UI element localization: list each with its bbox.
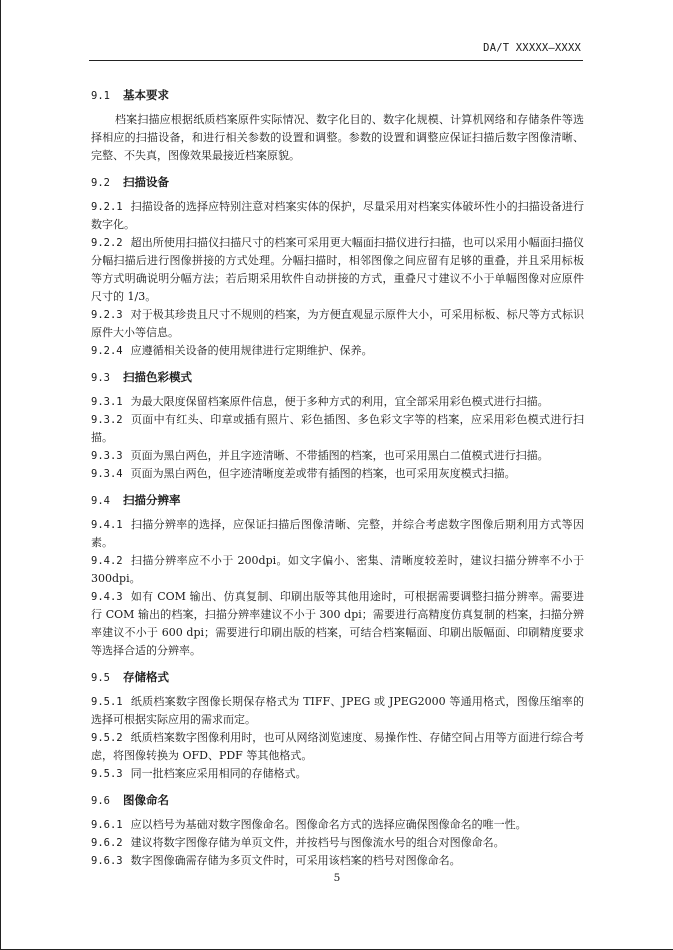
clause-text: 扫描分辨率应不小于 200dpi。如文字偏小、密集、清晰度较差时，建议扫描分辨率不小于 300dpi。 — [91, 554, 584, 585]
section-heading-9-6 — [91, 791, 584, 810]
clause-9-5-1 — [91, 693, 584, 729]
clause-9-3-2 — [91, 411, 584, 447]
clause-number: 9.6.3 — [91, 855, 123, 867]
clause-number: 9.2.2 — [91, 237, 123, 249]
section-title: 扫描设备 — [123, 175, 169, 189]
clause-9-6-2 — [91, 834, 584, 852]
section-title: 扫描分辨率 — [123, 493, 181, 507]
section-paragraph: 档案扫描应根据纸质档案原件实际情况、数字化目的、数字化规模、计算机网络和存储条件等选择相应的扫描设备，和进行相关参数的设置和调整。参数的设置和调整应保证扫描后数字图像清晰、完整、不失真，图像效果最接近档案原貌。 — [91, 113, 584, 162]
clause-text: 页面中有红头、印章或插有照片、彩色插图、多色彩文字等的档案，应采用彩色模式进行扫描。 — [91, 413, 584, 444]
clause-number: 9.2.1 — [91, 201, 123, 213]
section-title: 基本要求 — [123, 88, 169, 102]
section-title: 存储格式 — [123, 670, 169, 684]
clause-number: 9.4.3 — [91, 591, 123, 603]
clause-9-6-1 — [91, 816, 584, 834]
section-number: 9.5 — [91, 672, 110, 684]
clause-number: 9.3.3 — [91, 450, 123, 462]
clause-number: 9.5.3 — [91, 768, 123, 780]
clause-number: 9.3.4 — [91, 468, 123, 480]
clause-number: 9.5.2 — [91, 732, 123, 744]
clause-9-5-3 — [91, 765, 584, 783]
clause-9-3-1 — [91, 393, 584, 411]
page-number: 5 — [333, 872, 341, 884]
section-number: 9.4 — [91, 495, 110, 507]
clause-text: 应以档号为基础对数字图像命名。图像命名方式的选择应确保图像命名的唯一性。 — [130, 818, 527, 831]
section-heading-9-1 — [91, 86, 584, 105]
section-heading-9-4 — [91, 491, 584, 510]
clause-number: 9.5.1 — [91, 696, 123, 708]
clause-number: 9.6.1 — [91, 819, 123, 831]
clause-number: 9.3.2 — [91, 414, 123, 426]
clause-9-4-2 — [91, 552, 584, 588]
clause-number: 9.6.2 — [91, 837, 123, 849]
clause-text: 页面为黑白两色，但字迹清晰度差或带有插图的档案，也可采用灰度模式扫描。 — [130, 467, 516, 480]
clause-text: 对于极其珍贵且尺寸不规则的档案，为方便直观显示原件大小，可采用标板、标尺等方式标识原件大小等信息。 — [91, 308, 584, 339]
clause-text: 扫描分辨率的选择，应保证扫描后图像清晰、完整，并综合考虑数字图像后期利用方式等因素。 — [91, 518, 584, 549]
clause-text: 应遵循相关设备的使用规律进行定期维护、保养。 — [130, 344, 373, 357]
clause-text: 超出所使用扫描仪扫描尺寸的档案可采用更大幅面扫描仪进行扫描，也可以采用小幅面扫描仪分幅扫描后进行图像拼接的方式处理。分幅扫描时，相邻图像之间应留有足够的重叠，并且采用标板等方式明确说明分幅方法；若后期采用软件自动拼接的方式，重叠尺寸建议不小于单幅图像对应原件尺寸的 1/3。 — [91, 236, 584, 303]
clause-number: 9.4.2 — [91, 555, 123, 567]
clause-number: 9.2.3 — [91, 309, 123, 321]
clause-9-2-4 — [91, 342, 584, 360]
clause-9-2-2 — [91, 234, 584, 306]
section-heading-9-3 — [91, 368, 584, 387]
section-heading-9-5 — [91, 668, 584, 687]
clause-9-2-3 — [91, 306, 584, 342]
clause-text: 为最大限度保留档案原件信息，便于多种方式的利用，宜全部采用彩色模式进行扫描。 — [130, 395, 549, 408]
clause-text: 数字图像确需存储为多页文件时，可采用该档案的档号对图像命名。 — [130, 854, 461, 867]
section-title: 扫描色彩模式 — [123, 370, 192, 384]
clause-text: 如有 COM 输出、仿真复制、印刷出版等其他用途时，可根据需要调整扫描分辨率。需要进行 COM 输出的档案，扫描分辨率建议不小于 300 dpi；需要进行高精度仿真复制的档案，扫描分辨率建议不小于 600 dpi；需要进行印刷出版的档案，可结合档案幅面、印刷出版幅面、印刷精度要求等选择合适的分辨率。 — [91, 590, 584, 657]
section-heading-9-2 — [91, 173, 584, 192]
clause-text: 纸质档案数字图像长期保存格式为 TIFF、JPEG 或 JPEG2000 等通用格式，图像压缩率的选择可根据实际应用的需求而定。 — [91, 695, 584, 726]
clause-text: 扫描设备的选择应特别注意对档案实体的保护，尽量采用对档案实体破坏性小的扫描设备进行数字化。 — [91, 200, 584, 231]
header-divider — [89, 60, 583, 61]
document-body — [91, 78, 584, 870]
clause-text: 同一批档案应采用相同的存储格式。 — [130, 767, 307, 780]
clause-number: 9.4.1 — [91, 519, 123, 531]
section-number: 9.6 — [91, 795, 110, 807]
clause-text: 纸质档案数字图像利用时，也可从网络浏览速度、易操作性、存储空间占用等方面进行综合考虑，将图像转换为 OFD、PDF 等其他格式。 — [91, 731, 584, 762]
clause-9-5-2 — [91, 729, 584, 765]
section-number: 9.3 — [91, 372, 110, 384]
clause-text: 页面为黑白两色，并且字迹清晰、不带插图的档案，也可采用黑白二值模式进行扫描。 — [130, 449, 549, 462]
clause-9-3-4 — [91, 465, 584, 483]
standard-code-header: DA/T XXXXX—XXXX — [483, 42, 581, 54]
clause-text: 建议将数字图像存储为单页文件，并按档号与图像流水号的组合对图像命名。 — [130, 836, 505, 849]
section-number: 9.1 — [91, 90, 110, 102]
clause-9-3-3 — [91, 447, 584, 465]
clause-9-4-1 — [91, 516, 584, 552]
clause-number: 9.2.4 — [91, 345, 123, 357]
clause-number: 9.3.1 — [91, 396, 123, 408]
clause-9-4-3 — [91, 588, 584, 660]
section-number: 9.2 — [91, 177, 110, 189]
clause-9-2-1 — [91, 198, 584, 234]
clause-9-6-3 — [91, 852, 584, 870]
section-title: 图像命名 — [123, 793, 169, 807]
